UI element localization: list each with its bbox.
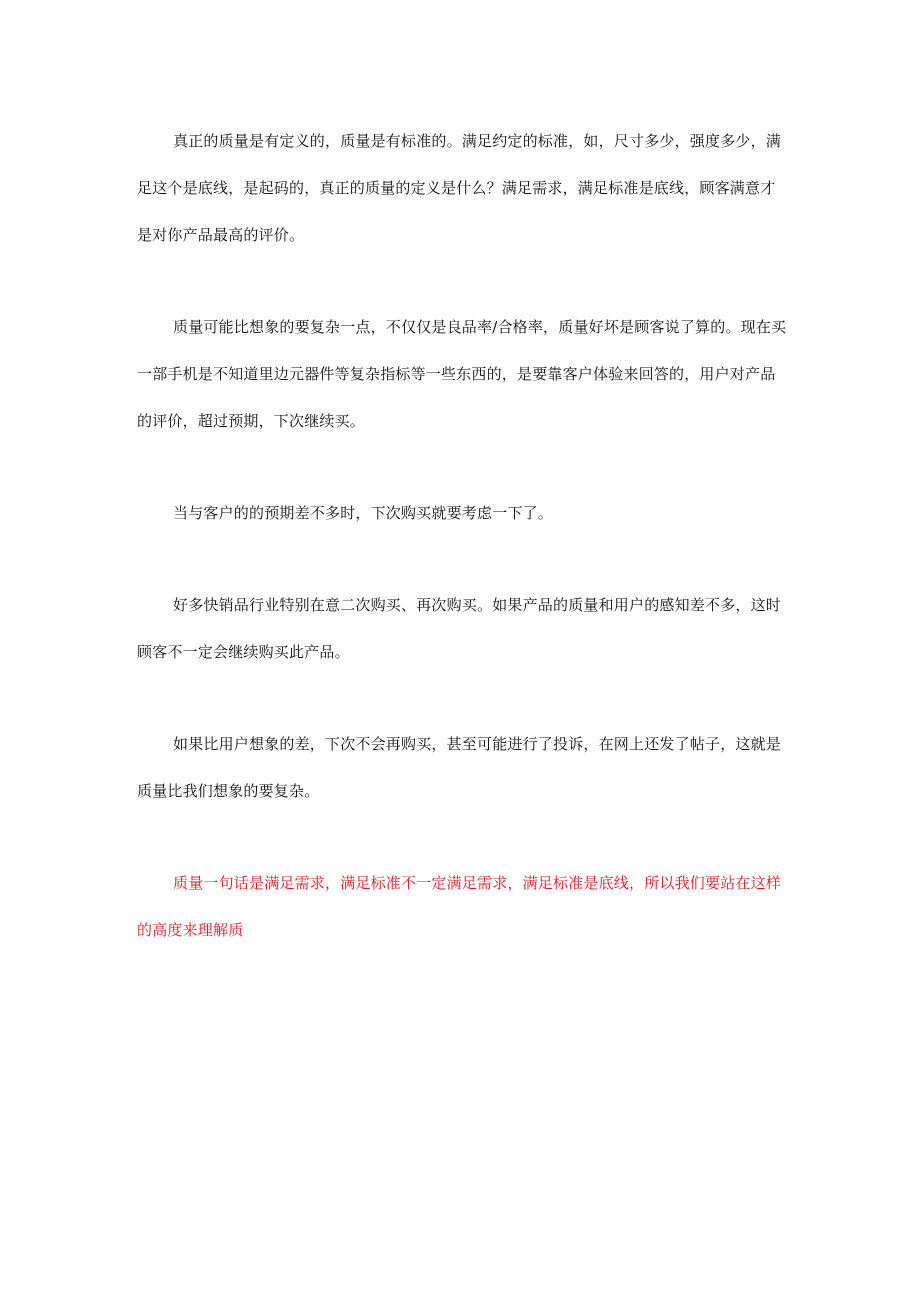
document-body: [137, 118, 787, 954]
paragraph-3: 当与客户的的预期差不多时，下次购买就要考虑一下了。: [173, 504, 554, 522]
paragraph-4: 好多快销品行业特别在意二次购买、再次购买。如果产品的质量和用户的感知差不多，这时顾客不一定会继续购买此产品。: [137, 596, 782, 661]
paragraph-2: 质量可能比想象的要复杂一点，不仅仅是良品率/合格率，质量好坏是顾客说了算的。现在买一部手机是不知道里边元器件等复杂指标等一些东西的，是要靠客户体验来回答的，用户对产品的评价，超过预期，下次继续买。: [137, 318, 787, 430]
paragraph-5: 如果比用户想象的差，下次不会再购买，甚至可能进行了投诉，在网上还发了帖子，这就是质量比我们想象的要复杂。: [137, 735, 782, 800]
paragraph-1: 真正的质量是有定义的，质量是有标准的。满足约定的标准，如，尺寸多少，强度多少，满足这个是底线，是起码的，真正的质量的定义是什么？满足需求，满足标准是底线，顾客满意才是对你产品最高的评价。: [137, 132, 782, 244]
highlight-paragraph: 质量一句话是满足需求，满足标准不一定满足需求，满足标准是底线，所以我们要站在这样的高度来理解质: [137, 874, 782, 939]
